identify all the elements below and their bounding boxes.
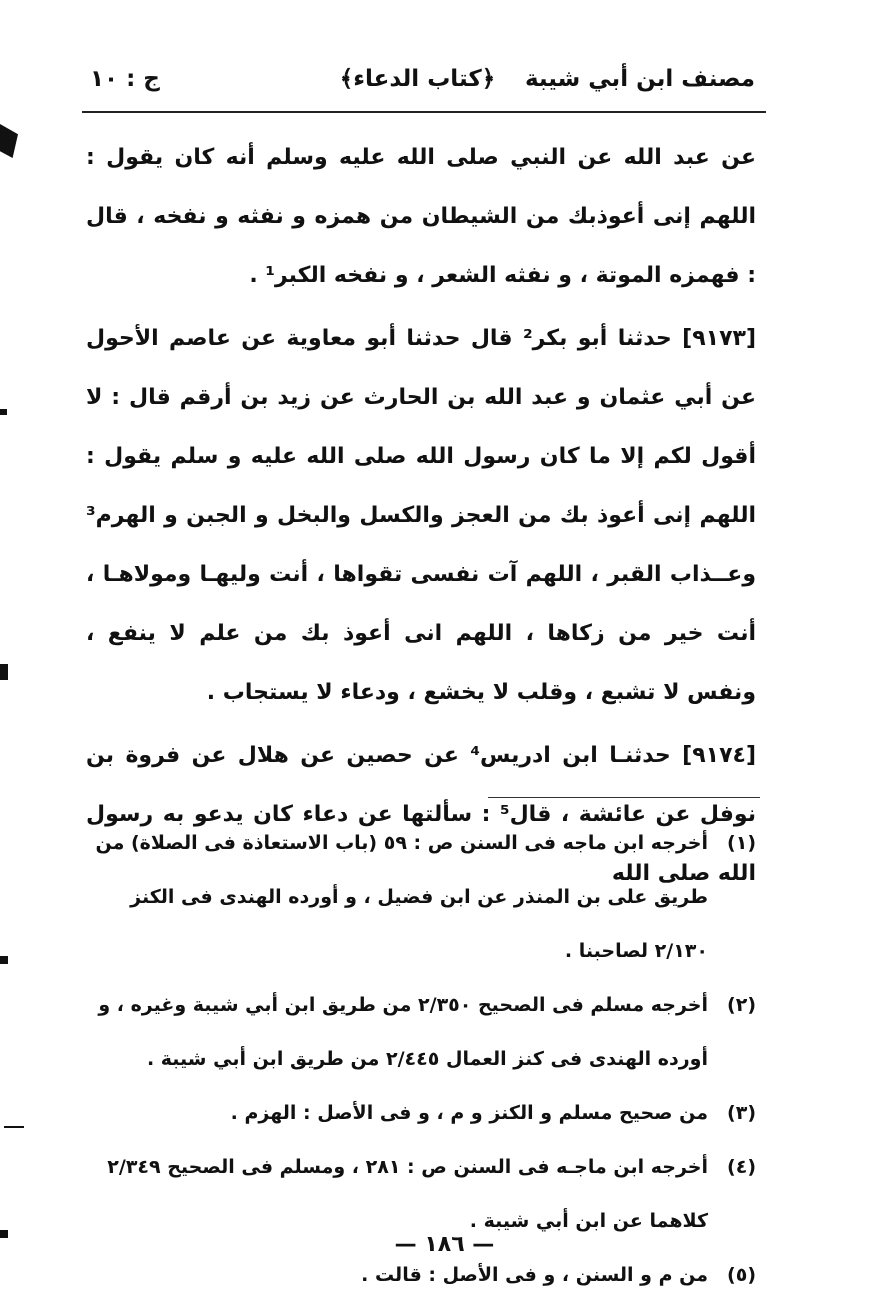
footnote-number: (١)	[727, 832, 756, 854]
footnote-item	[86, 1086, 756, 1140]
scan-edge-mark	[0, 124, 18, 158]
page-header	[80, 62, 755, 108]
scan-edge-mark	[0, 1230, 8, 1238]
header-divider	[82, 111, 766, 113]
scan-edge-mark	[0, 956, 8, 964]
paragraph: [٩١٧٣] حدثنا أبو بكر² قال حدثنا أبو معاوية عن عاصم الأحول عن أبي عثمان و عبد الله بن الحارث عن زيد بن أرقم قال : لا أقول لكم إلا ما كان رسول الله صلى الله عليه و سلم يقول : اللهم إنى أعوذ بك من العجز والكسل والبخل و الجبن و الهرم³ وعــذاب القبر ، اللهم آت نفسى تقواها ، أنت وليهـا ومولاهـا ، أنت خير من زكاها ، اللهم انى أعوذ بك من علم لا ينفع ، ونفس لا تشبع ، وقلب لا يخشع ، ودعاء لا يستجاب .	[86, 326, 756, 705]
paragraph: عن عبد الله عن النبي صلى الله عليه وسلم أنه كان يقول : اللهم إنى أعوذبك من الشيطان من همزه و نفثه و نفخه ، قال : فهمزه الموتة ، و نفثه الشعر ، و نفخه الكبر¹ .	[86, 145, 756, 288]
footnote-text: أخرجه ابن ماجه فى السنن ص : ٥٩ (باب الاستعاذة فى الصلاة) من طريق على بن المنذر عن ابن فضيل ، و أورده الهندى فى الكنز ٢/١٣٠ لصاحبنا .	[95, 832, 708, 962]
footnote-number: (٣)	[727, 1102, 756, 1124]
footnote-number: (٤)	[727, 1156, 756, 1178]
scan-edge-mark	[4, 1126, 24, 1128]
footnote-text: من م و السنن ، و فى الأصل : قالت .	[361, 1264, 708, 1286]
footnote-item	[86, 816, 756, 978]
scan-edge-mark	[0, 409, 7, 415]
footnote-text: من صحيح مسلم و الكنز و م ، و فى الأصل : الهزم .	[230, 1102, 708, 1124]
paragraph: [٩١٧٤] حدثنـا ابن ادريس⁴ عن حصين عن هلال عن فروة بن نوفل عن عائشة ، قال⁵ : سألتها عن دعاء كان يدعو به رسول الله صلى الله	[86, 743, 756, 886]
volume-number: ج : ١٠	[90, 66, 160, 92]
footnote-text: أخرجه مسلم فى الصحيح ٢/٣٥٠ من طريق ابن أبي شيبة وغيره ، و أورده الهندى فى كنز العمال ٢/٤٤٥ من طريق ابن أبي شيبة .	[98, 994, 708, 1070]
footnote-number: (٥)	[727, 1264, 756, 1286]
footnote-number: (٢)	[727, 994, 756, 1016]
footnote-text: أخرجه ابن ماجـه فى السنن ص : ٢٨١ ، ومسلم فى الصحيح ٢/٣٤٩ كلاهما عن ابن أبي شيبة .	[107, 1156, 708, 1232]
footnote-divider	[488, 797, 760, 798]
main-text	[86, 128, 756, 903]
footnote-item	[86, 978, 756, 1086]
page-number: — ١٨٦ —	[394, 1232, 495, 1257]
footnotes	[86, 816, 756, 1302]
book-title: مصنف ابن أبي شيبة	[524, 66, 755, 92]
chapter-title: ﴿كتاب الدعاء﴾	[339, 66, 496, 92]
scan-edge-mark	[0, 664, 8, 680]
